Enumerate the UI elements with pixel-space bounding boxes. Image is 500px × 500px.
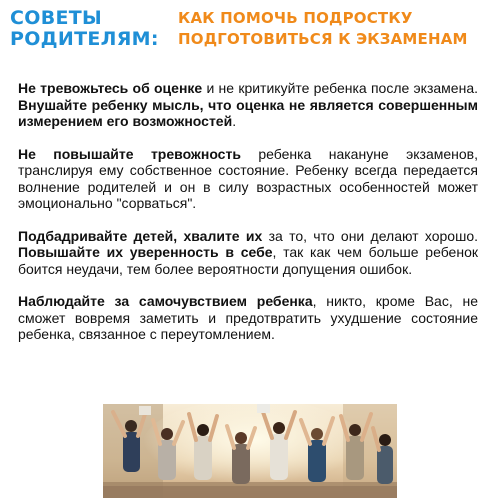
advice-bold-text: Повышайте их уверенность в себе — [18, 244, 273, 260]
advice-text: . — [232, 113, 237, 129]
header-left-line: РОДИТЕЛЯМ: — [10, 28, 159, 50]
advice-list — [18, 80, 478, 359]
advice-paragraph — [18, 80, 478, 130]
header-right-line: ПОДГОТОВИТЬСЯ К ЭКЗАМЕНАМ — [178, 30, 468, 48]
advice-bold-text: Наблюдайте за самочувствием ребенка — [18, 293, 313, 309]
photo-illustration — [103, 404, 397, 498]
advice-text: и не критикуйте ребенка после экзамена. — [202, 80, 478, 96]
header-title-left — [10, 8, 159, 50]
advice-text: , так как чем больше ребенок боится неудачи, тем более вероятности допущения ошибок. — [18, 244, 478, 277]
header-title-right — [178, 8, 468, 50]
advice-bold-text: Не повышайте тревожность — [18, 145, 241, 162]
page-header — [0, 0, 500, 62]
advice-paragraph — [18, 293, 478, 343]
advice-text: за то, что они делают хорошо. — [262, 227, 478, 244]
advice-paragraph — [18, 228, 478, 278]
advice-bold-text: Подбадривайте детей, хвалите их — [18, 227, 263, 244]
header-left-line: СОВЕТЫ — [10, 7, 103, 29]
header-right-line: КАК ПОМОЧЬ ПОДРОСТКУ — [178, 9, 413, 27]
students-celebrating-photo — [103, 404, 397, 498]
advice-text: , никто, кроме Вас, не сможет вовремя заметить и предотвратить ухудшение состояние ребенка, связанное с переутомлением. — [18, 293, 478, 342]
advice-bold-text: Внушайте ребенку мысль, что оценка не является совершенным измерением его возможностей — [18, 96, 478, 129]
advice-bold-text: Не тревожьтесь об оценке — [18, 80, 203, 96]
advice-paragraph — [18, 146, 478, 212]
advice-text: ребенка накануне экзаменов, транслируя ему собственное состояние. Ребенку всегда передается волнение родителей и он в силу возрастных особенностей может эмоционально "сорваться". — [18, 145, 478, 211]
